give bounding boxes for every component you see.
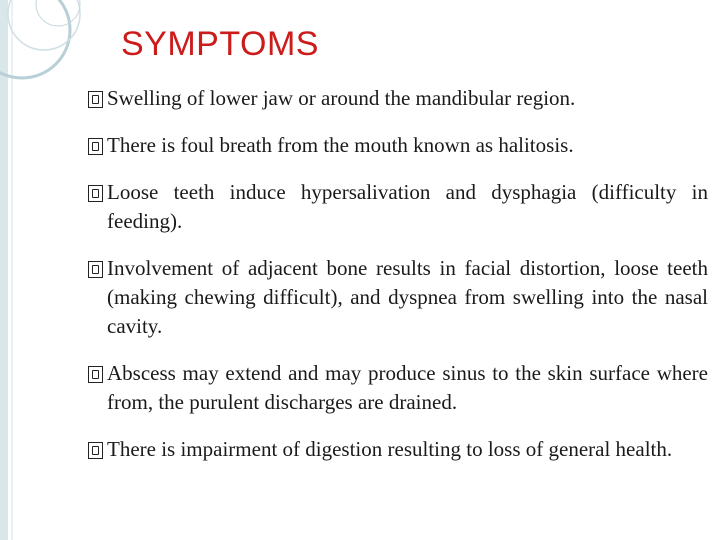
list-item: [88, 359, 708, 417]
decorative-ring-small: [36, 0, 80, 26]
bullet-text: Loose teeth induce hypersalivation and dysphagia (difficulty in feeding).: [107, 180, 708, 233]
list-item: [88, 435, 708, 464]
bullet-text: There is foul breath from the mouth known as halitosis.: [107, 133, 574, 157]
list-item: [88, 178, 708, 236]
slide-title: SYMPTOMS: [121, 25, 319, 63]
missing-glyph-box-icon: [88, 261, 103, 278]
missing-glyph-box-icon: [88, 442, 103, 459]
missing-glyph-box-icon: [88, 366, 103, 383]
missing-glyph-box-icon: [88, 138, 103, 155]
bullet-text: There is impairment of digestion resulting to loss of general health.: [107, 437, 673, 461]
list-item: [88, 84, 708, 113]
left-edge-bar: [0, 0, 8, 540]
list-item: [88, 131, 708, 160]
bullet-text: Abscess may extend and may produce sinus to the skin surface where from, the purulent discharges are drained.: [107, 361, 708, 414]
decorative-ring-outer: [0, 0, 70, 78]
bullet-text: Involvement of adjacent bone results in facial distortion, loose teeth (making chewing difficult), and dyspnea from swelling into the nasal cavity.: [107, 256, 708, 338]
missing-glyph-box-icon: [88, 91, 103, 108]
bullet-list: [88, 84, 708, 464]
list-item: [88, 254, 708, 341]
missing-glyph-box-icon: [88, 185, 103, 202]
bullet-text: Swelling of lower jaw or around the mandibular region.: [107, 86, 576, 110]
